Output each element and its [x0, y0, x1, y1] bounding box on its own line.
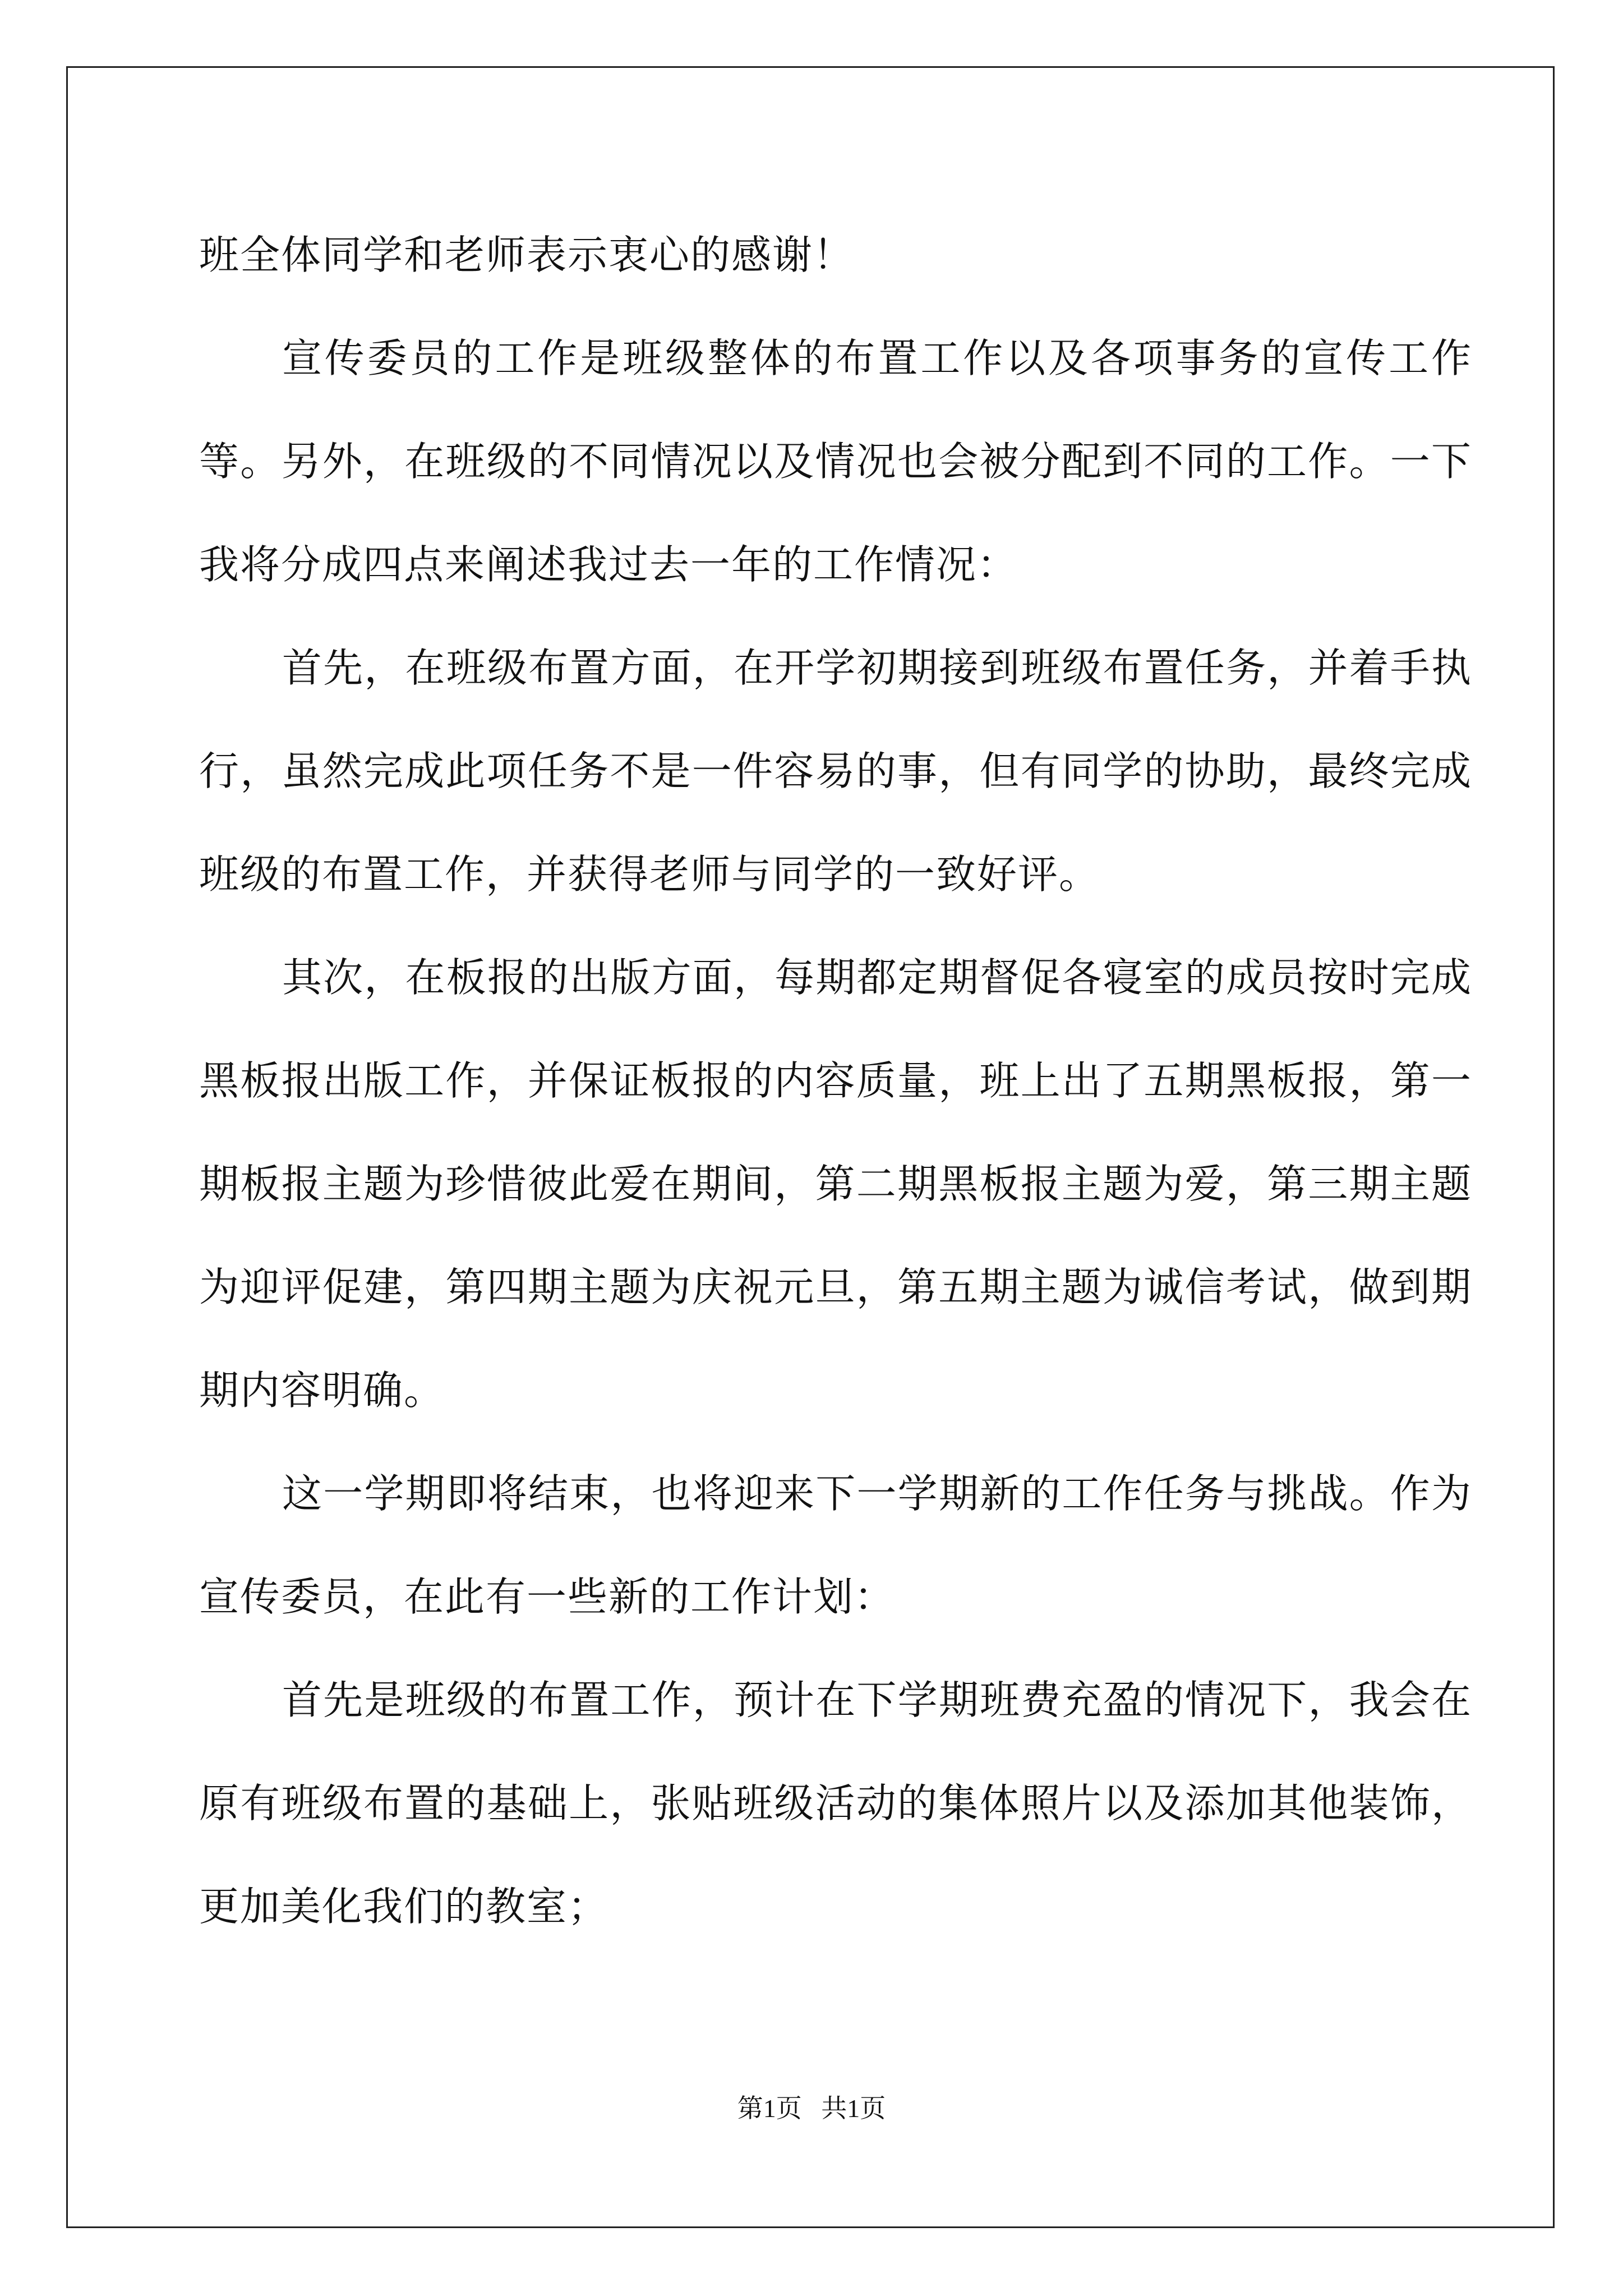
paragraph-6: 首先是班级的布置工作，预计在下学期班费充盈的情况下，我会在原有班级布置的基础上，张贴班级活动的集体照片以及添加其他装饰，更加美化我们的教室； — [199, 1677, 1472, 1930]
paragraph-1: 班全体同学和老师表示衷心的感谢！ — [199, 232, 855, 278]
paragraph-3: 首先，在班级布置方面，在开学初期接到班级布置任务，并着手执行，虽然完成此项任务不是一件容易的事，但有同学的协助，最终完成班级的布置工作，并获得老师与同学的一致好评。 — [199, 645, 1472, 898]
paragraph-5: 这一学期即将结束，也将迎来下一学期新的工作任务与挑战。作为宣传委员，在此有一些新的工作计划： — [199, 1470, 1472, 1620]
document-body — [199, 204, 1472, 1958]
page-number-footer: 第1页 共1页 — [737, 2094, 886, 2123]
paragraph-4: 其次，在板报的出版方面，每期都定期督促各寝室的成员按时完成黑板报出版工作，并保证板报的内容质量，班上出了五期黑板报，第一期板报主题为珍惜彼此爱在期间，第二期黑板报主题为爱，第三期主题为迎评促建，第四期主题为庆祝元旦，第五期主题为诚信考试，做到期期内容明确。 — [199, 954, 1472, 1414]
paragraph-2: 宣传委员的工作是班级整体的布置工作以及各项事务的宣传工作等。另外，在班级的不同情况以及情况也会被分配到不同的工作。一下我将分成四点来阐述我过去一年的工作情况： — [199, 335, 1472, 588]
